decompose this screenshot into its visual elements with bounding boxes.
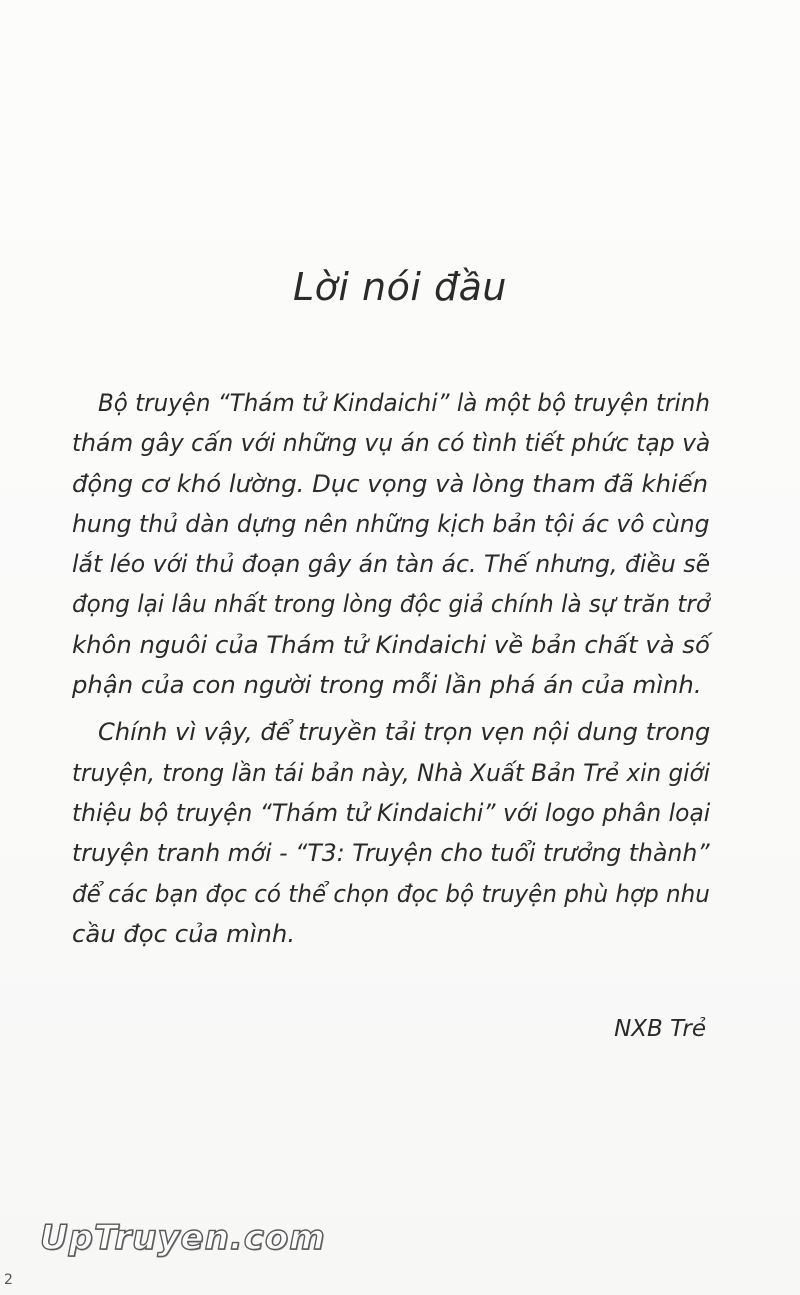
publisher-signature: NXB Trẻ bbox=[614, 1016, 706, 1042]
paragraph-1 bbox=[72, 383, 711, 705]
paragraph-line: hung thủ dàn dựng nên những kịch bản tội ác vô cùng bbox=[72, 508, 710, 538]
paragraph-line: động cơ khó lường. Dục vọng và lòng tham đã khiến bbox=[72, 468, 709, 498]
preface-body bbox=[72, 383, 711, 954]
paragraph-line: đọng lại lâu nhất trong lòng độc giả chính là sự trăn trở bbox=[72, 589, 710, 619]
paragraph-line: truyện tranh mới - “T3: Truyện cho tuổi trưởng thành” bbox=[72, 838, 710, 868]
site-watermark: UpTruyen.com bbox=[40, 1218, 326, 1258]
paragraph-line: Chính vì vậy, để truyền tải trọn vẹn nội dung trong bbox=[98, 717, 711, 747]
paragraph-line: khôn nguôi của Thám tử Kindaichi về bản chất và số bbox=[72, 629, 710, 659]
paragraph-line: Bộ truyện “Thám tử Kindaichi” là một bộ truyện trinh bbox=[98, 388, 710, 417]
paragraph-line: phận của con người trong mỗi lần phá án của mình. bbox=[72, 670, 702, 700]
page-title: Lời nói đầu bbox=[292, 265, 508, 309]
paragraph-line: để các bạn đọc có thể chọn đọc bộ truyện phù hợp nhu bbox=[72, 878, 710, 908]
paragraph-line: lắt léo với thủ đoạn gây án tàn ác. Thế nhưng, điều sẽ bbox=[72, 549, 711, 579]
paragraph-line: truyện, trong lần tái bản này, Nhà Xuất Bản Trẻ xin giới bbox=[72, 757, 711, 787]
paragraph-line: thám gây cấn với những vụ án có tình tiết phức tạp và bbox=[72, 428, 711, 458]
page-number: 2 bbox=[4, 1272, 13, 1288]
paragraph-line: cầu đọc của mình. bbox=[72, 918, 296, 948]
paragraph-line: thiệu bộ truyện “Thám tử Kindaichi” với logo phân loại bbox=[72, 797, 711, 827]
paragraph-2 bbox=[72, 712, 711, 954]
